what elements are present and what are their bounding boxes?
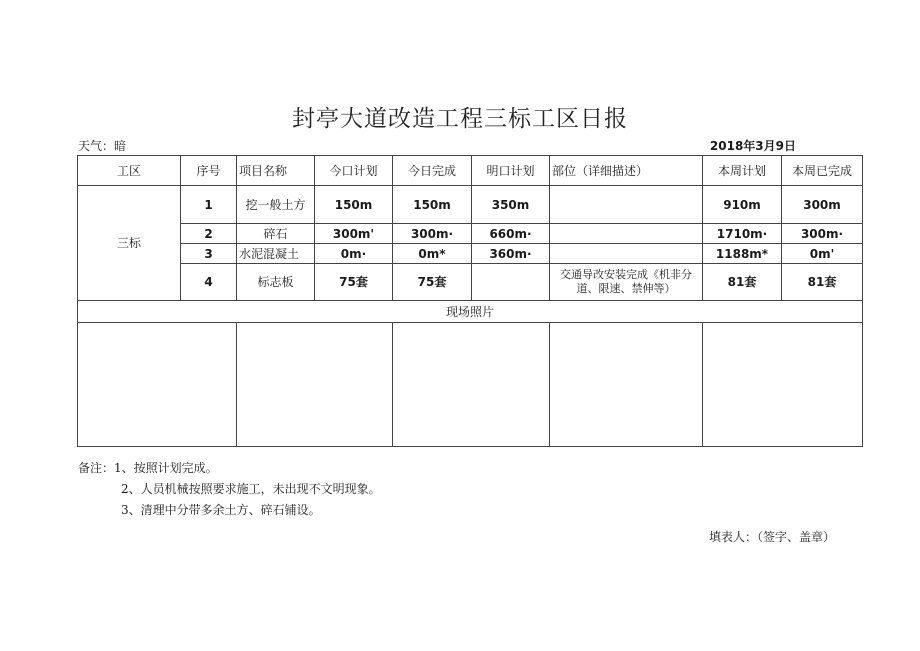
- row-no: 3: [181, 244, 237, 264]
- row-today-done: 150m: [393, 186, 472, 224]
- row-today-plan: 300m': [315, 224, 393, 244]
- notes-section: [78, 458, 381, 521]
- photo-slot: [78, 323, 237, 447]
- row-location: 交通导改安装完成《机非分道、限速、禁伸等）: [550, 264, 703, 301]
- row-week-plan: 1188m*: [703, 244, 782, 264]
- notes-label: 备注：: [78, 461, 115, 475]
- row-item-name: 碎石: [237, 224, 315, 244]
- row-tomorrow-plan: 360m·: [472, 244, 550, 264]
- photos-header-row: [78, 301, 863, 323]
- row-today-done: 300m·: [393, 224, 472, 244]
- weather-label: 天气：暗: [78, 139, 127, 153]
- row-today-done: 75套: [393, 264, 472, 301]
- note-item: 3、清理中分带多余土方、碎石铺设。: [121, 503, 321, 517]
- row-no: 1: [181, 186, 237, 224]
- header-work-area: 工区: [78, 156, 181, 186]
- report-title: 封亭大道改造工程三标工区日报: [292, 106, 628, 132]
- header-today-plan: 今口计划: [315, 156, 393, 186]
- photos-label: 现场照片: [78, 301, 863, 323]
- row-item-name: 水泥混凝土: [237, 244, 315, 264]
- row-tomorrow-plan: [472, 264, 550, 301]
- header-week-done: 本周已完成: [782, 156, 863, 186]
- row-week-plan: 81套: [703, 264, 782, 301]
- table-row: [78, 264, 863, 301]
- row-week-plan: 1710m·: [703, 224, 782, 244]
- row-today-done: 0m*: [393, 244, 472, 264]
- row-week-done: 81套: [782, 264, 863, 301]
- photo-slot: [703, 323, 863, 447]
- row-today-plan: 150m: [315, 186, 393, 224]
- row-week-done: 300m: [782, 186, 863, 224]
- row-location: [550, 186, 703, 224]
- photo-slot: [237, 323, 393, 447]
- table-row: [78, 244, 863, 264]
- daily-report-table: [77, 155, 863, 447]
- row-item-name: 挖一般土方: [237, 186, 315, 224]
- row-today-plan: 75套: [315, 264, 393, 301]
- row-location: [550, 224, 703, 244]
- header-seq: 序号: [181, 156, 237, 186]
- row-week-done: 0m': [782, 244, 863, 264]
- row-week-done: 300m·: [782, 224, 863, 244]
- table-row: [78, 224, 863, 244]
- photo-slot: [550, 323, 703, 447]
- signer-label: 填表人：（签字、盖章）: [708, 530, 835, 544]
- row-week-plan: 910m: [703, 186, 782, 224]
- note-item: 2、人员机械按照要求施工，未出现不文明现象。: [121, 482, 381, 496]
- work-area-cell: 三标: [78, 186, 181, 301]
- row-no: 4: [181, 264, 237, 301]
- row-no: 2: [181, 224, 237, 244]
- header-row: [78, 156, 863, 186]
- row-location: [550, 244, 703, 264]
- table-row: [78, 186, 863, 224]
- photos-row: [78, 323, 863, 447]
- header-week-plan: 本周计划: [703, 156, 782, 186]
- header-item-name: 项目名称: [237, 156, 315, 186]
- report-date: 2018年3月9日: [709, 139, 796, 153]
- row-today-plan: 0m·: [315, 244, 393, 264]
- header-location: 部位（详细描述）: [550, 156, 703, 186]
- note-item: 1、按照计划完成。: [114, 461, 218, 475]
- row-tomorrow-plan: 660m·: [472, 224, 550, 244]
- row-item-name: 标志板: [237, 264, 315, 301]
- row-tomorrow-plan: 350m: [472, 186, 550, 224]
- header-today-done: 今日完成: [393, 156, 472, 186]
- photo-slot: [393, 323, 550, 447]
- header-tomorrow-plan: 明口计划: [472, 156, 550, 186]
